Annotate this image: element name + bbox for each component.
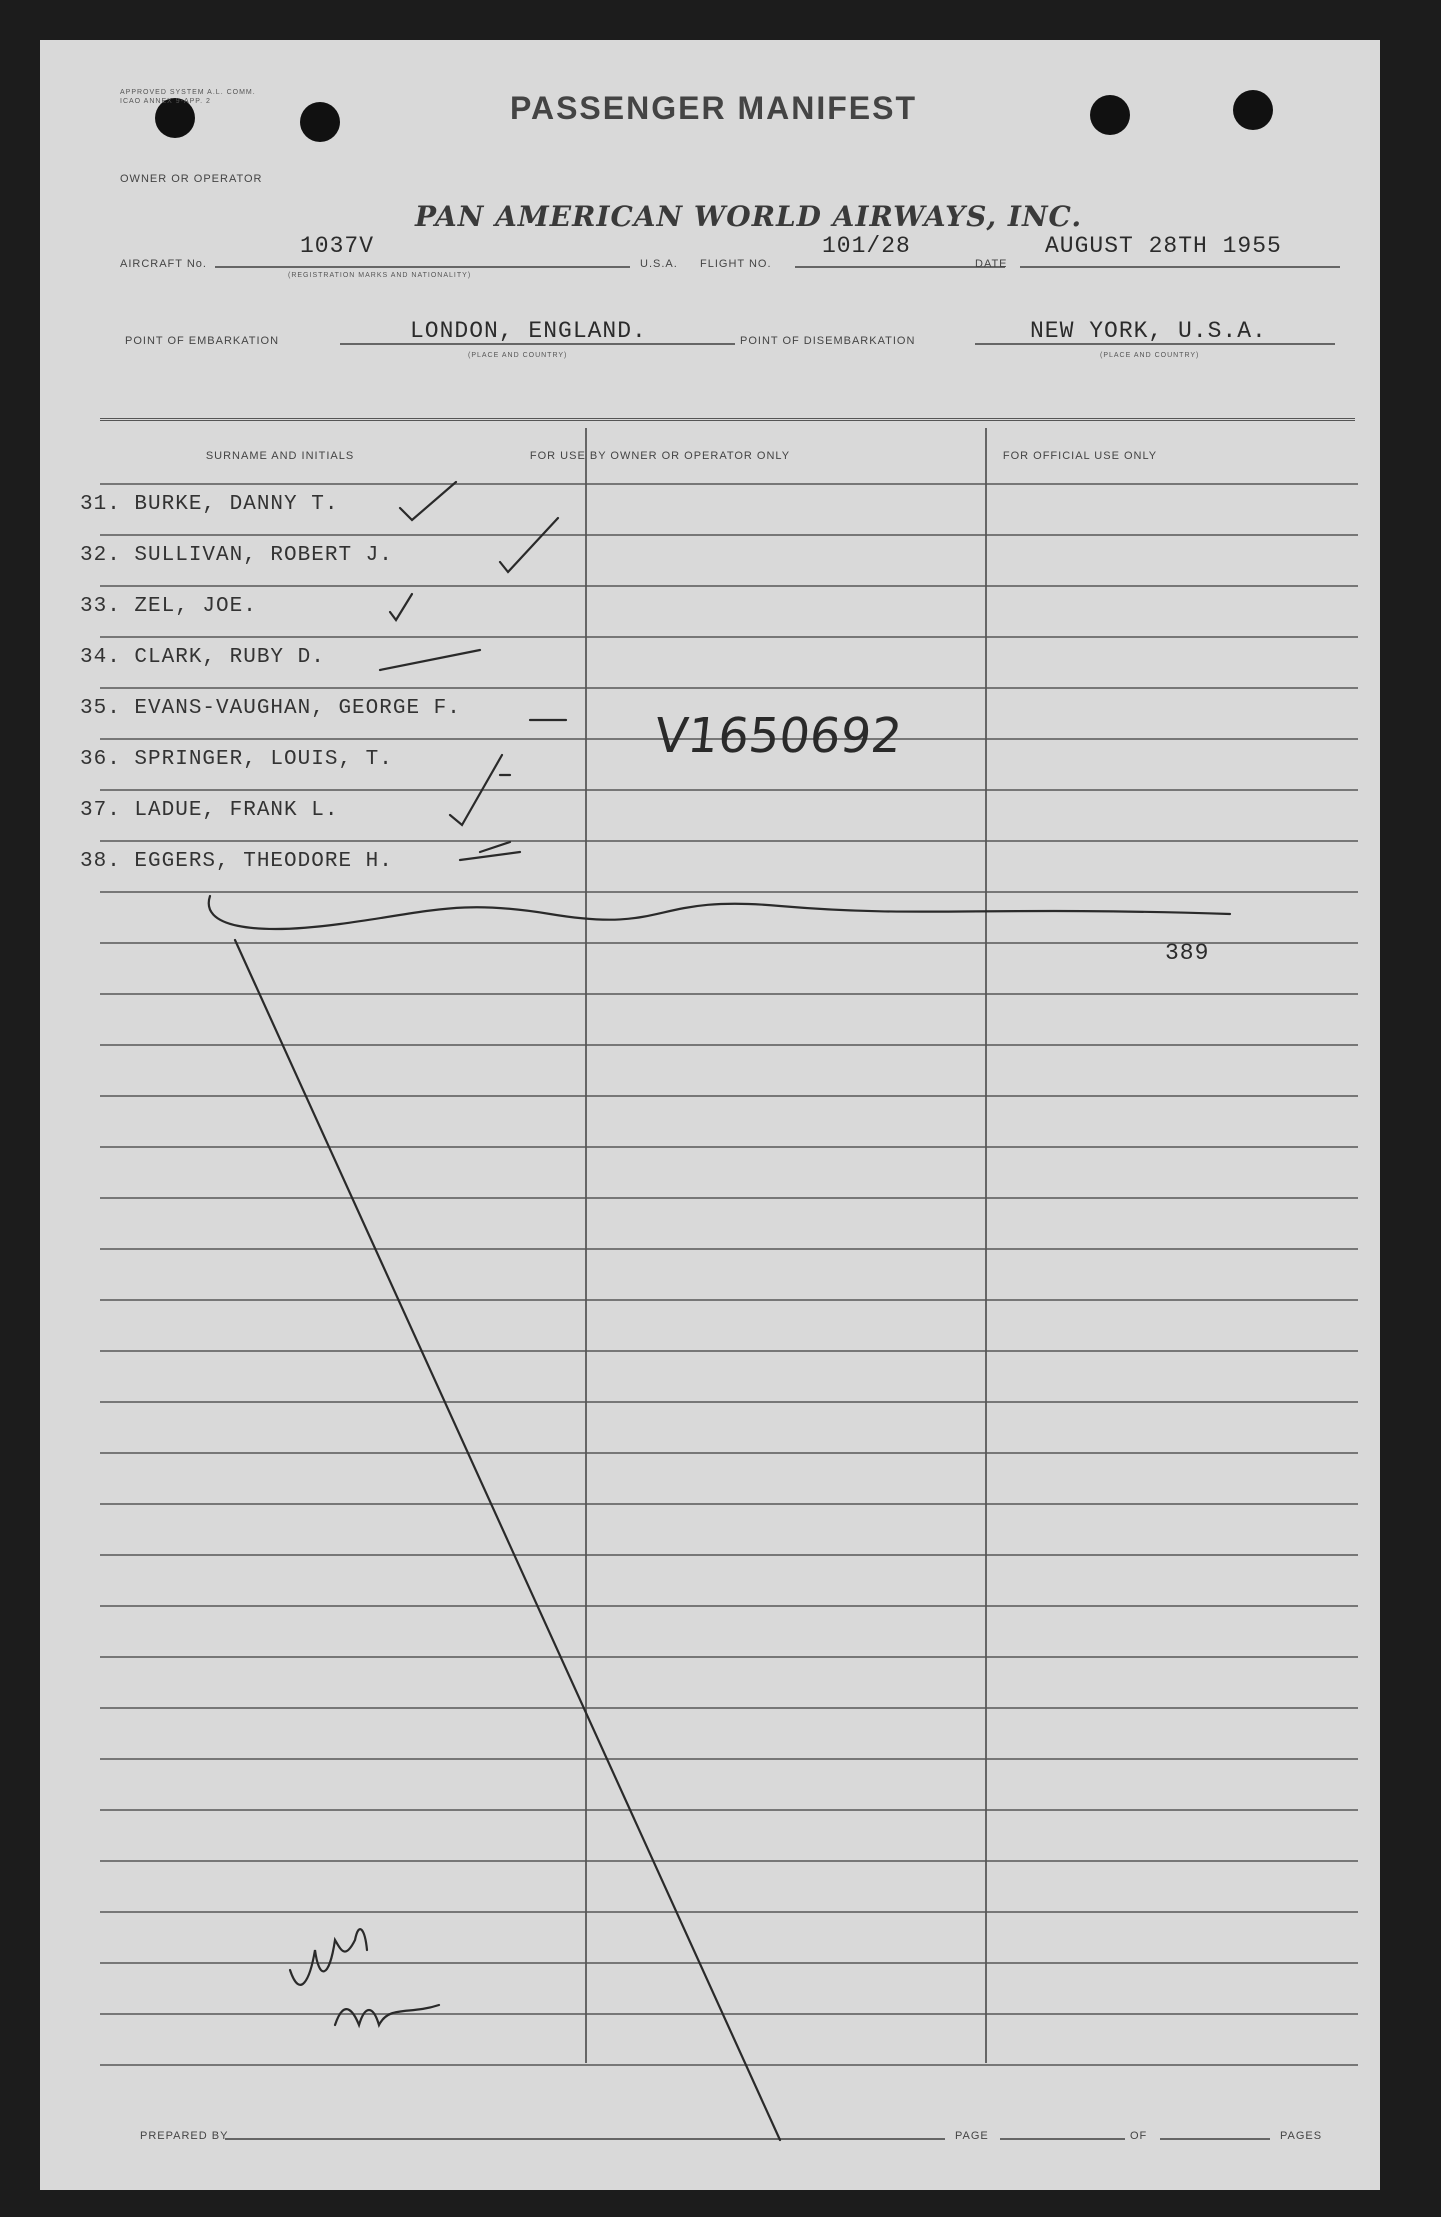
owner-value: PAN AMERICAN WORLD AIRWAYS, INC. — [415, 200, 1083, 233]
date-label: DATE — [975, 258, 1008, 270]
passenger-row: 36. SPRINGER, LOUIS, T. — [80, 748, 393, 771]
passenger-row: 35. EVANS-VAUGHAN, GEORGE F. — [80, 697, 461, 720]
manifest-sheet — [40, 40, 1380, 2190]
pages-label: PAGES — [1280, 2130, 1323, 2142]
prepared-by-label: PREPARED BY — [140, 2130, 229, 2142]
form-code: APPROVED SYSTEM A.L. COMM. ICAO ANNEX 9-APP. 2 — [120, 89, 256, 105]
embark-label: POINT OF EMBARKATION — [125, 335, 280, 347]
tick-dash — [460, 852, 520, 860]
aircraft-value: 1037V — [300, 233, 375, 259]
column-header-operator: FOR USE BY OWNER OR OPERATOR ONLY — [529, 450, 791, 462]
passenger-row: 33. ZEL, JOE. — [80, 595, 257, 618]
passenger-row: 37. LADUE, FRANK L. — [80, 799, 339, 822]
passenger-row: 38. EGGERS, THEODORE H. — [80, 850, 393, 873]
check-mark — [500, 518, 558, 572]
handwriting-overlay — [40, 40, 1380, 2190]
handwritten-number: V1650692 — [652, 708, 905, 764]
aircraft-sub: (REGISTRATION MARKS AND NATIONALITY) — [288, 272, 472, 279]
flight-value: 101/28 — [822, 233, 911, 259]
check-mark — [450, 755, 502, 825]
check-mark — [390, 594, 412, 620]
page-label: PAGE — [955, 2130, 989, 2142]
disembark-sub: (PLACE AND COUNTRY) — [1100, 352, 1200, 359]
passenger-row: 32. SULLIVAN, ROBERT J. — [80, 544, 393, 567]
date-value: AUGUST 28TH 1955 — [1045, 233, 1282, 259]
of-label: OF — [1130, 2130, 1148, 2142]
disembark-value: NEW YORK, U.S.A. — [1030, 318, 1267, 344]
page-title: PASSENGER MANIFEST — [510, 90, 917, 126]
signature-stroke — [290, 1929, 367, 1985]
check-mark — [400, 482, 456, 520]
aircraft-label: AIRCRAFT No. — [120, 258, 207, 270]
nationality: U.S.A. — [640, 258, 678, 270]
column-header-names: SURNAME AND INITIALS — [205, 450, 355, 462]
column-header-official: FOR OFFICIAL USE ONLY — [1002, 450, 1158, 462]
embark-sub: (PLACE AND COUNTRY) — [468, 352, 568, 359]
tick-dash — [380, 650, 480, 670]
end-of-list-line — [209, 896, 1230, 929]
stamp-number: 389 — [1165, 940, 1210, 966]
passenger-row: 34. CLARK, RUBY D. — [80, 646, 325, 669]
disembark-label: POINT OF DISEMBARKATION — [740, 335, 916, 347]
tick-dash — [480, 842, 510, 852]
flight-label: FLIGHT NO. — [700, 258, 772, 270]
embark-value: LONDON, ENGLAND. — [410, 318, 647, 344]
owner-label: OWNER OR OPERATOR — [120, 173, 263, 185]
passenger-row: 31. BURKE, DANNY T. — [80, 493, 339, 516]
